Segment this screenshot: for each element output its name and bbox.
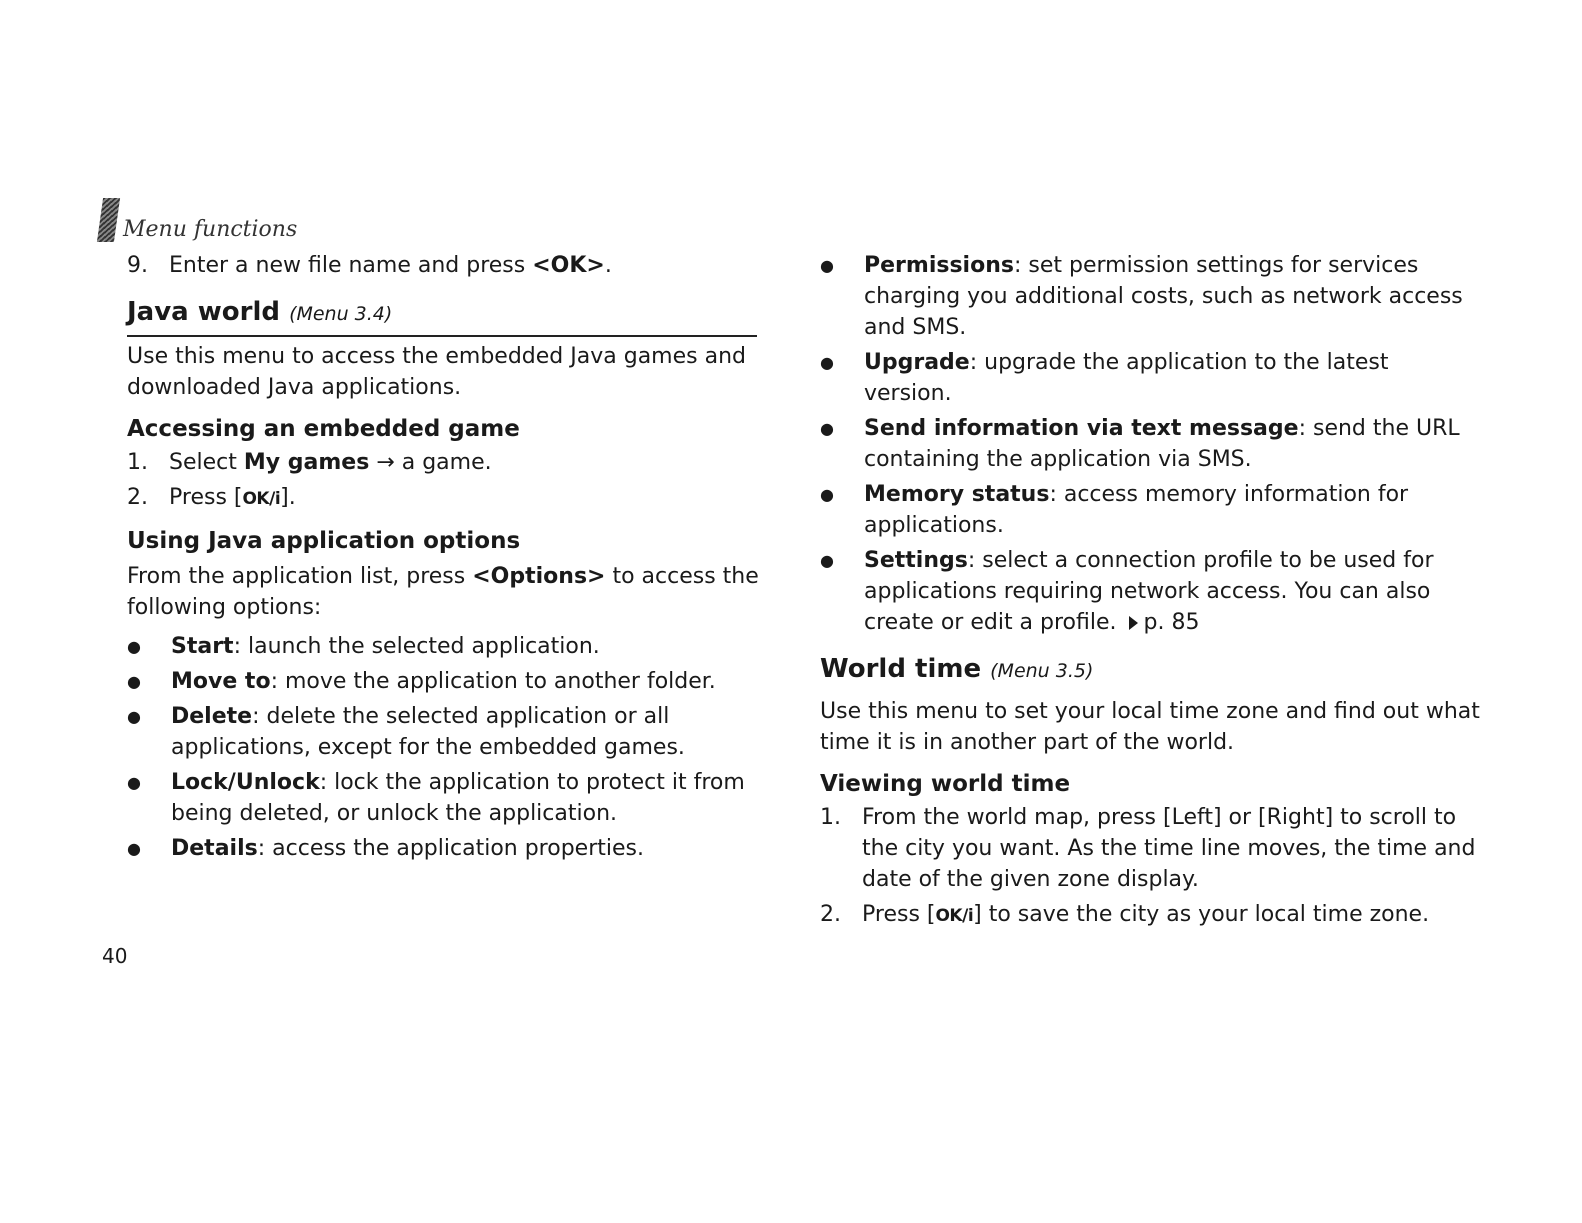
accessing-step-2 xyxy=(127,482,767,515)
intro-part: to access the following options: xyxy=(127,564,759,620)
header-mark-icon xyxy=(97,198,120,242)
list-item xyxy=(820,250,1480,343)
step-text xyxy=(169,447,767,478)
list-item xyxy=(820,413,1480,475)
option-desc: : move the application to another folder. xyxy=(270,669,716,694)
step-text: From the world map, press [Left] or [Right] to scroll to the city you want. As the time line moves, the time and date of the given zone display. xyxy=(862,805,1476,892)
bullet-icon: ● xyxy=(820,551,834,570)
step-number: 1. xyxy=(127,450,148,475)
subhead-viewing: Viewing world time xyxy=(820,771,1071,797)
ok-key-icon: OK/i xyxy=(935,906,974,926)
viewing-step-1 xyxy=(820,802,1480,895)
step-text-part: ]. xyxy=(280,485,296,510)
option-term: Lock/Unlock xyxy=(171,770,320,795)
bullet-icon: ● xyxy=(820,419,834,438)
option-term: Details xyxy=(171,836,258,861)
list-item xyxy=(820,479,1480,541)
list-item xyxy=(127,666,767,697)
step-text-part: Press [ xyxy=(169,485,243,510)
option-desc: : lock the application to protect it from being deleted, or unlock the application. xyxy=(171,770,745,826)
step-number: 2. xyxy=(820,902,841,927)
ok-key-icon: OK/i xyxy=(242,489,281,509)
page-ref: p. 85 xyxy=(1143,610,1200,635)
section-title-text: Java world xyxy=(127,297,280,327)
options-list-continued xyxy=(820,250,1480,638)
option-term: Move to xyxy=(171,669,271,694)
page-number: 40 xyxy=(102,944,128,968)
option-term: Start xyxy=(171,634,234,659)
header-title: Menu functions xyxy=(123,217,298,242)
bullet-icon: ● xyxy=(127,773,141,792)
option-term: Send information via text message xyxy=(864,416,1299,441)
bullet-icon: ● xyxy=(820,485,834,504)
option-term: Upgrade xyxy=(864,350,970,375)
options-list xyxy=(127,631,767,864)
option-term: Permissions xyxy=(864,253,1014,278)
option-desc: : send the URL containing the application via SMS. xyxy=(864,416,1460,472)
step-text-part: → a game. xyxy=(369,450,492,475)
option-desc: : upgrade the application to the latest version. xyxy=(864,350,1389,406)
step-text xyxy=(169,250,767,281)
step-number: 1. xyxy=(820,805,841,830)
step-text-part: . xyxy=(604,253,612,278)
options-intro xyxy=(127,561,767,623)
step-text-part: ] to save the city as your local time zone. xyxy=(973,902,1430,927)
step-text-part: Select xyxy=(169,450,244,475)
bullet-icon: ● xyxy=(127,637,141,656)
ok-key-label: <OK> xyxy=(532,253,605,278)
bullet-icon: ● xyxy=(820,353,834,372)
step-number: 9. xyxy=(127,253,148,278)
option-desc: : launch the selected application. xyxy=(233,634,600,659)
list-item xyxy=(127,833,767,864)
bullet-icon: ● xyxy=(127,672,141,691)
page-ref-arrow-icon xyxy=(1129,616,1138,630)
list-item xyxy=(127,767,767,829)
java-world-intro: Use this menu to access the embedded Java games and downloaded Java applications. xyxy=(127,344,746,400)
bullet-icon: ● xyxy=(127,707,141,726)
step-text xyxy=(169,482,767,515)
left-column xyxy=(127,250,767,868)
options-key-label: <Options> xyxy=(472,564,606,589)
menu-ref: (Menu 3.4) xyxy=(289,303,393,325)
subhead-options: Using Java application options xyxy=(127,528,521,554)
option-term: Settings xyxy=(864,548,968,573)
step-9 xyxy=(127,250,767,281)
step-number: 2. xyxy=(127,485,148,510)
list-item xyxy=(127,631,767,662)
accessing-step-1 xyxy=(127,447,767,478)
page-header xyxy=(100,196,297,242)
section-title-java-world xyxy=(127,295,757,337)
option-desc: : select a connection profile to be used for applications requiring network access. You can also create or edit a profile. xyxy=(864,548,1434,635)
step-text-part: Press [ xyxy=(862,902,936,927)
list-item xyxy=(127,701,767,763)
section-title-text: World time xyxy=(820,654,982,684)
bullet-icon: ● xyxy=(820,256,834,275)
menu-item-my-games: My games xyxy=(243,450,370,475)
option-term: Memory status xyxy=(864,482,1050,507)
menu-ref: (Menu 3.5) xyxy=(990,660,1094,682)
bullet-icon: ● xyxy=(127,839,141,858)
intro-part: From the application list, press xyxy=(127,564,473,589)
step-text-part: Enter a new file name and press xyxy=(169,253,533,278)
option-term: Delete xyxy=(171,704,253,729)
option-desc: : access the application properties. xyxy=(257,836,644,861)
section-title-world-time xyxy=(820,652,1480,692)
subhead-accessing: Accessing an embedded game xyxy=(127,416,520,442)
viewing-step-2 xyxy=(820,899,1480,932)
option-desc: : access memory information for applications. xyxy=(864,482,1409,538)
list-item xyxy=(820,347,1480,409)
world-time-intro: Use this menu to set your local time zone and find out what time it is in another part of the world. xyxy=(820,699,1480,755)
list-item xyxy=(820,545,1480,638)
option-desc: : set permission settings for services charging you additional costs, such as network access and SMS. xyxy=(864,253,1463,340)
option-desc: : delete the selected application or all applications, except for the embedded games. xyxy=(171,704,685,760)
right-column xyxy=(820,250,1480,936)
step-text xyxy=(862,899,1480,932)
